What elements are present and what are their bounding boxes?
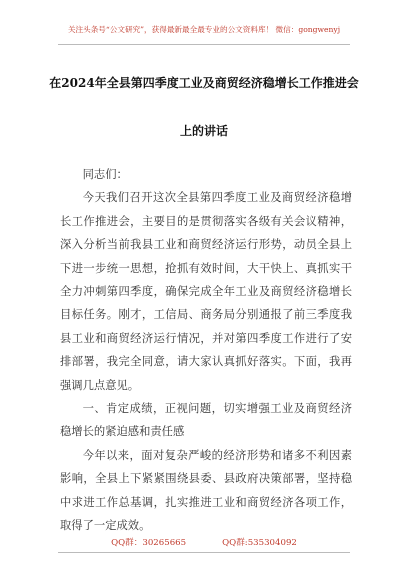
body-paragraph-intro: 今天我们召开这次全县第四季度工业及商贸经济稳增长工作推进会，主要目的是贯彻落实各级有关会议精神，深入分析当前我县工业和商贸经济运行形势，动员全县上下进一步统一思想，抢抓有效时间，大干快上、真抓实干全力冲刺第四季度，确保完成全年工业及商贸经济稳增长目标任务。刚才，工信局、商务局分别通报了前三季度我县工业和商贸经济运行情况，并对第四季度工作进行了安排部署，我完全同意，请大家认真抓好落实。下面，我再强调几点意见。 xyxy=(60,191,352,392)
qq-group-1: QQ群：30265665 xyxy=(111,538,187,548)
qq-group-2: QQ群:535304092 xyxy=(222,538,297,548)
speech-body xyxy=(60,163,352,538)
salutation: 同志们： xyxy=(82,168,128,181)
footer-divider xyxy=(58,552,350,553)
footer-contacts xyxy=(0,536,408,548)
section-heading-1: 一、肯定成绩，正视问题，切实增强工业及商贸经济稳增长的紧迫感和责任感 xyxy=(60,402,352,439)
header-divider xyxy=(58,44,350,45)
header-note: 关注头条号“公文研究”，获得最新最全最专业的公文资料库！ 微信：gongwenyj xyxy=(67,25,341,34)
document-title-continued: 上的讲话 xyxy=(179,124,228,138)
document-title: 在2024年全县第四季度工业及商贸经济稳增长工作推进会 xyxy=(49,76,359,90)
body-paragraph-achievements: 今年以来，面对复杂严峻的经济形势和诸多不利因素影响，全县上下紧紧围绕县委、县政府决策部署，坚持稳中求进工作总基调，扎实推进工业和商贸经济各项工作，取得了一定成效。 xyxy=(60,448,352,533)
